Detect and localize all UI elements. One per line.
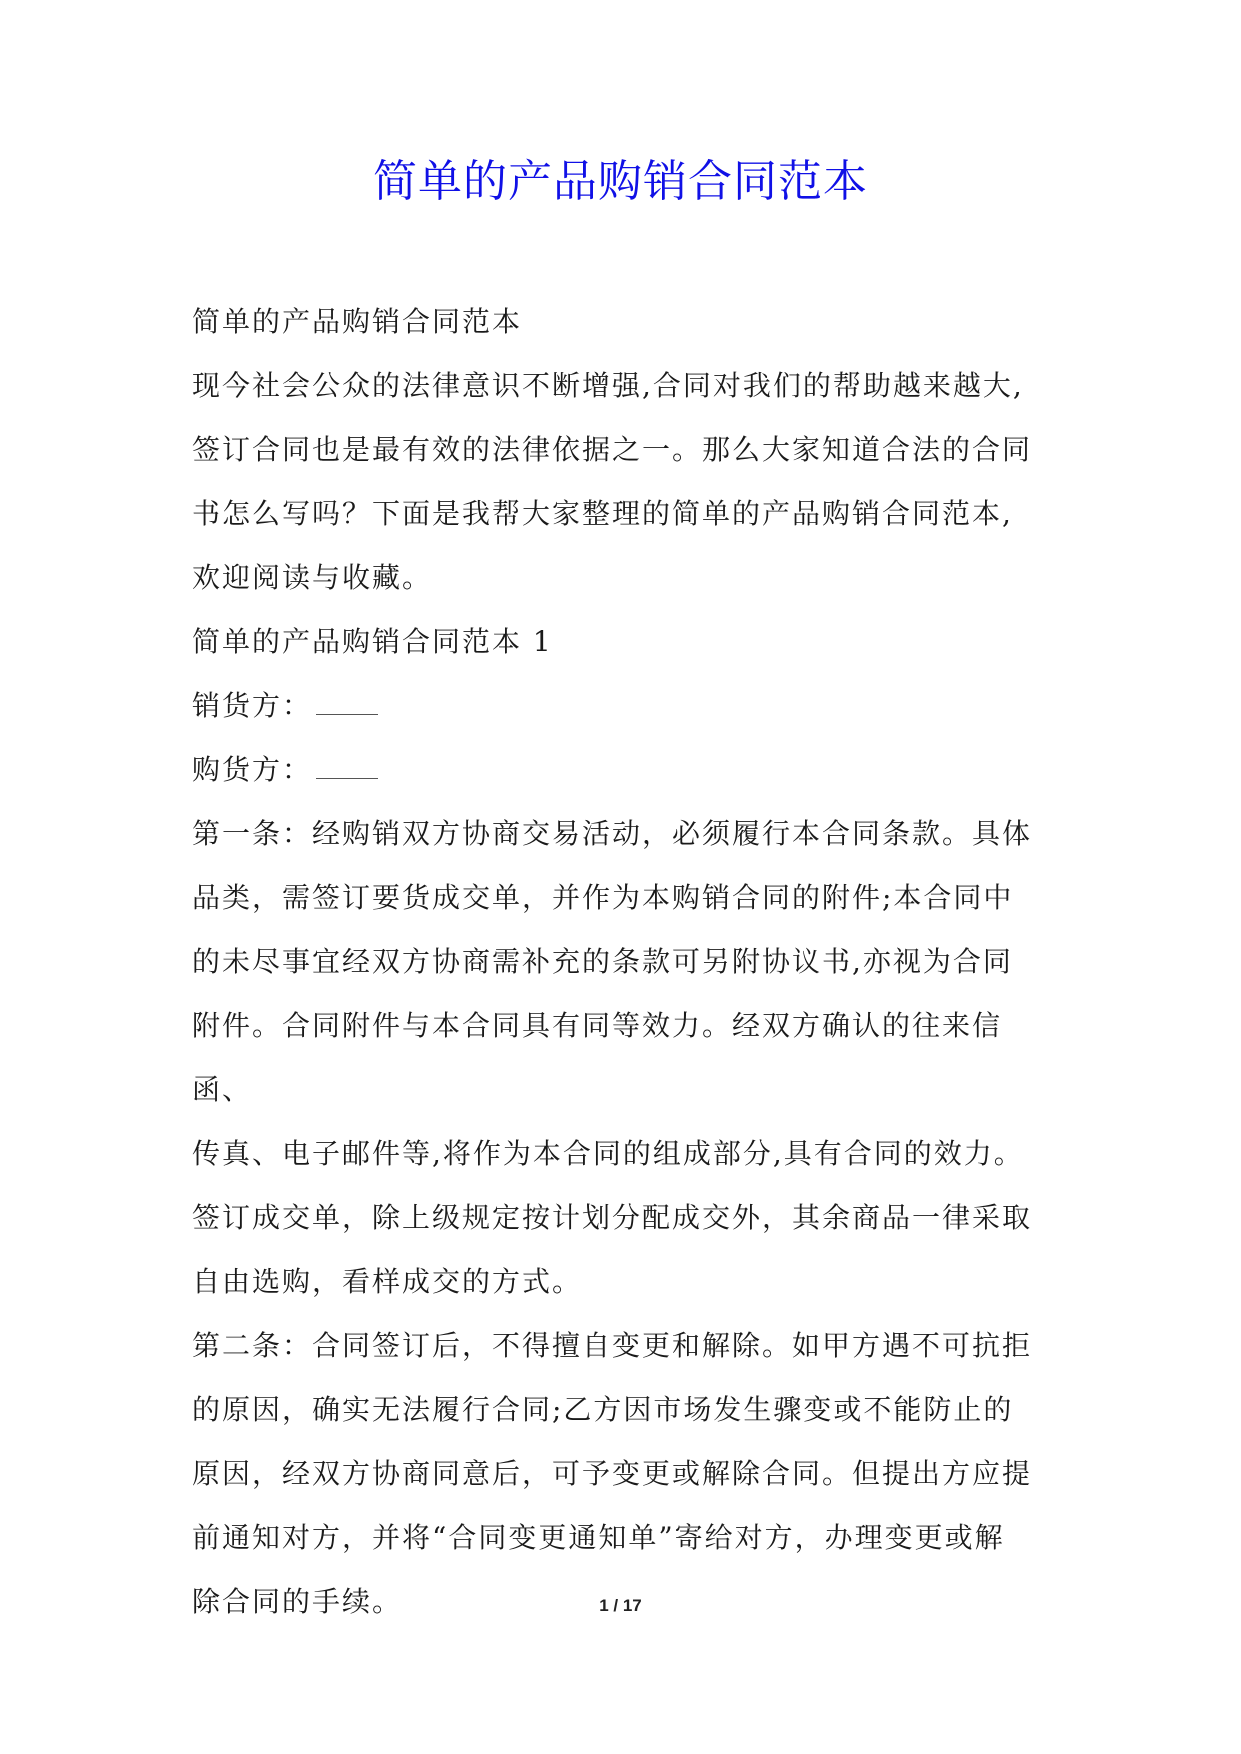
article2-line: 原因，经双方协商同意后，可予变更或解除合同。但提出方应提 [192,1457,1033,1490]
article1-line: 第一条：经购销双方协商交易活动，必须履行本合同条款。具体 [192,817,1033,850]
section-heading: 简单的产品购销合同范本 1 [192,625,553,658]
article1-line: 传真、电子邮件等,将作为本合同的组成部分,具有合同的效力。 [192,1137,1024,1170]
article1-line: 签订成交单，除上级规定按计划分配成交外，其余商品一律采取 [192,1201,1033,1234]
seller-label: 销货方： [192,689,313,722]
page-number: 1 / 17 [599,1596,642,1615]
article2-line: 除合同的手续。 [192,1585,403,1618]
intro-line: 现今社会公众的法律意识不断增强,合同对我们的帮助越来越大, [192,369,1024,402]
seller-blank [316,690,378,715]
subtitle-line: 简单的产品购销合同范本 [192,305,523,338]
article1-line: 的未尽事宜经双方协商需补充的条款可另附协议书,亦视为合同 [192,945,1013,978]
intro-line: 签订合同也是最有效的法律依据之一。那么大家知道合法的合同 [192,433,1033,466]
article1-line: 自由选购，看样成交的方式。 [192,1265,583,1298]
article1-line: 品类，需签订要货成交单，并作为本购销合同的附件;本合同中 [192,881,1014,914]
intro-line: 欢迎阅读与收藏。 [192,561,433,594]
buyer-blank [316,754,378,779]
article1-line: 附件。合同附件与本合同具有同等效力。经双方确认的往来信函、 [192,1009,1003,1106]
intro-line: 书怎么写吗？下面是我帮大家整理的简单的产品购销合同范本, [192,497,1013,530]
article2-line: 第二条：合同签订后，不得擅自变更和解除。如甲方遇不可抗拒 [192,1329,1033,1362]
buyer-label: 购货方： [192,753,313,786]
article2-line: 前通知对方，并将“合同变更通知单”寄给对方，办理变更或解 [192,1521,1005,1554]
seller-line [192,674,1052,738]
article2-line: 的原因，确实无法履行合同;乙方因市场发生骤变或不能防止的 [192,1393,1014,1426]
document-title: 简单的产品购销合同范本 [373,156,868,207]
buyer-line [192,738,1052,802]
document-body [192,290,1052,1634]
